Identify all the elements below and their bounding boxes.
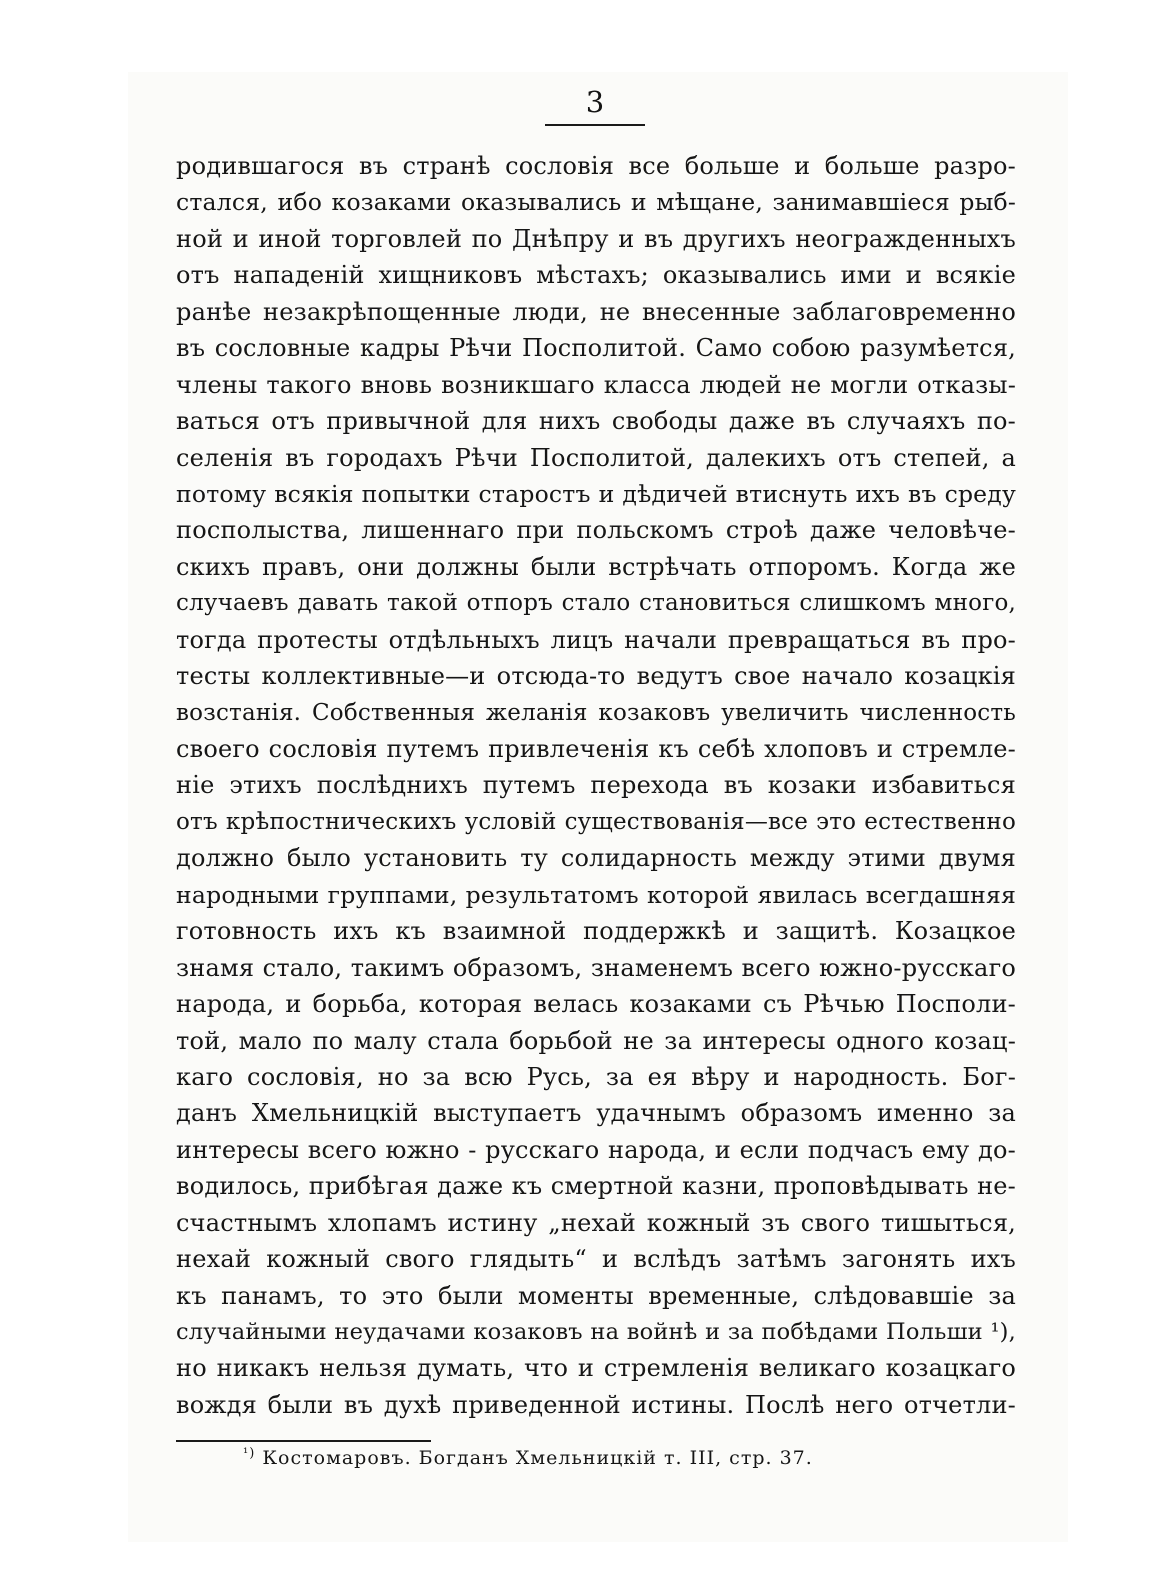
text-line: данъ Хмельницкій выступаетъ удачнымъ образомъ именно за: [176, 1099, 1016, 1128]
text-line: случайными неудачами козаковъ на войнѣ и за побѣдами Польши ¹),: [176, 1319, 1016, 1345]
text-line: посполыства, лишеннаго при польскомъ строѣ даже человѣче-: [176, 516, 1016, 545]
text-line: скихъ правъ, они должны были встрѣчать отпоромъ. Когда же: [176, 552, 1016, 581]
text-line: той, мало по малу стала борьбой не за интересы одного козац-: [176, 1026, 1016, 1055]
text-line: отъ крѣпостническихъ условій существованія—все это естественно: [176, 808, 1016, 835]
text-line: потому всякія попытки старостъ и дѣдичей втиснуть ихъ въ среду: [176, 479, 1016, 508]
text-line: но никакъ нельзя думать, что и стремленія великаго козацкаго: [176, 1354, 1016, 1383]
text-line: должно было установить ту солидарность между этими двумя: [176, 844, 1016, 873]
text-line: возстанія. Собственныя желанія козаковъ увеличить численность: [176, 699, 1016, 726]
text-line: ваться отъ привычной для нихъ свободы даже въ случаяхъ по-: [176, 407, 1016, 436]
text-line: ніе этихъ послѣднихъ путемъ перехода въ козаки избавиться: [176, 771, 1016, 800]
text-line: родившагося въ странѣ сословія все больше и больше разро-: [176, 152, 1016, 180]
text-line: къ панамъ, то это были моменты временные, слѣдовавшіе за: [176, 1281, 1016, 1310]
text-line: въ сословные кадры Рѣчи Посполитой. Само собою разумѣется,: [176, 334, 1016, 363]
text-line: водилось, прибѣгая даже къ смертной казни, проповѣдывать не-: [176, 1172, 1016, 1201]
text-line: народными группами, результатомъ которой явилась всегдашняя: [176, 880, 1016, 909]
text-line: ной и иной торговлей по Днѣпру и въ другихъ неогражденныхъ: [176, 224, 1016, 253]
text-line: своего сословія путемъ привлеченія къ себѣ хлоповъ и стремле-: [176, 735, 1016, 763]
text-line: отъ нападеній хищниковъ мѣстахъ; оказывались ими и всякіе: [176, 261, 1016, 290]
text-line: готовность ихъ къ взаимной поддержкѣ и защитѣ. Козацкое: [176, 917, 1016, 946]
text-line: тесты коллективные—и отсюда-то ведутъ свое начало козацкія: [176, 662, 1016, 691]
page-number-rule: [545, 124, 645, 126]
page-number: 3: [585, 85, 605, 119]
text-line: вождя были въ духѣ приведенной истины. Послѣ него отчетли-: [176, 1390, 1016, 1419]
text-line: стался, ибо козаками оказывались и мѣщане, занимавшіеся рыб-: [176, 188, 1016, 217]
text-line: каго сословія, но за всю Русь, за ея вѣру и народность. Бог-: [176, 1062, 1016, 1091]
footnote-marker: ¹): [243, 1446, 256, 1461]
text-line: случаевъ давать такой отпоръ стало становиться слишкомъ много,: [176, 590, 1016, 617]
text-line: народа, и борьба, которая велась козаками съ Рѣчью Посполи-: [176, 990, 1016, 1019]
footnote: [243, 1446, 813, 1469]
body-text: [176, 148, 1016, 1423]
footnote-rule: [176, 1440, 431, 1442]
text-line: интересы всего южно - русскаго народа, и если подчасъ ему до-: [176, 1135, 1016, 1164]
text-line: селенія въ городахъ Рѣчи Посполитой, далекихъ отъ степей, а: [176, 443, 1016, 472]
footnote-text: Костомаровъ. Богданъ Хмельницкій т. III, стр. 37.: [262, 1447, 813, 1469]
text-line: ранѣе незакрѣпощенные люди, не внесенные заблаговременно: [176, 297, 1016, 326]
text-line: счастнымъ хлопамъ истину „нехай кожный зъ свого тишыться,: [176, 1208, 1016, 1237]
text-line: нехай кожный свого глядыть“ и вслѣдъ затѣмъ загонять ихъ: [176, 1245, 1016, 1274]
text-line: тогда протесты отдѣльныхъ лицъ начали превращаться въ про-: [176, 625, 1016, 654]
text-line: знамя стало, такимъ образомъ, знаменемъ всего южно-русскаго: [176, 953, 1016, 982]
text-line: члены такого вновь возникшаго класса людей не могли отказы-: [176, 370, 1016, 399]
